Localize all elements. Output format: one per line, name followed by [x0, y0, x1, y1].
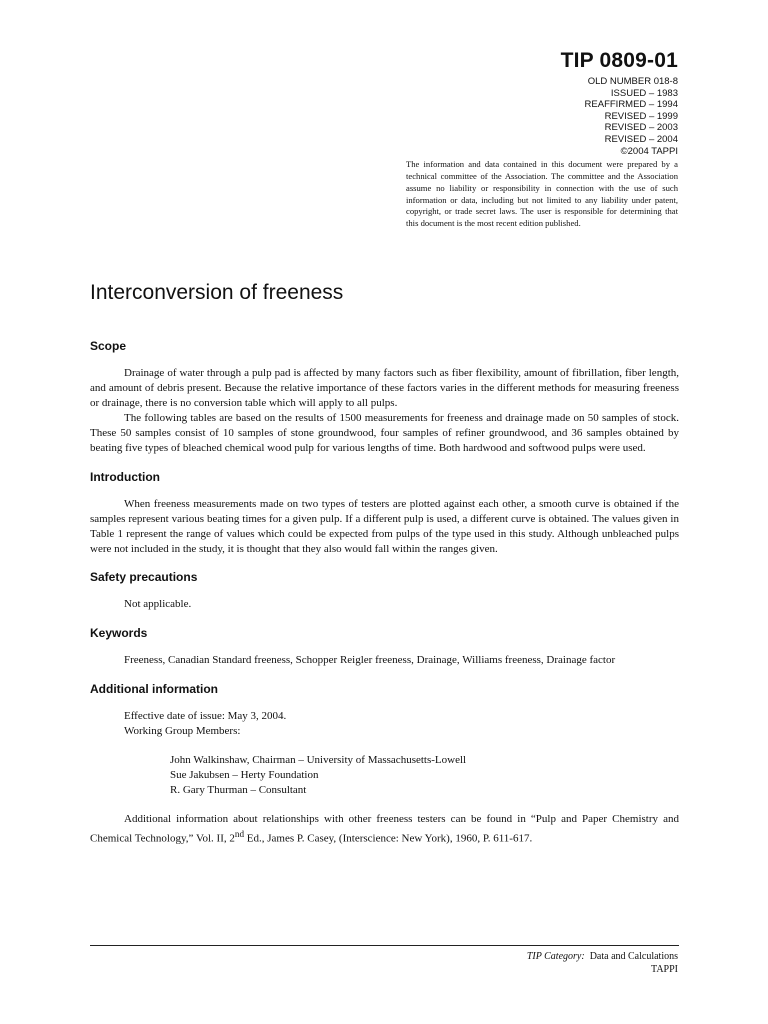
footer-category: [527, 950, 678, 963]
disclaimer: The information and data contained in this document were prepared by a technical committee of the Association. The committee and the Association assume no liability or responsibility in connection with the use of such information or data, including but not limited to any liability under patent, copyright, or trade secret laws. The user is responsible for determining that this document is the most recent edition published.: [406, 159, 678, 229]
member-item: R. Gary Thurman – Consultant: [170, 784, 307, 796]
effective-date: Effective date of issue: May 3, 2004.: [124, 710, 287, 722]
revision-history: [406, 76, 678, 157]
page-footer: [527, 950, 678, 976]
reference-text-end: Ed., James P. Casey, (Interscience: New York), 1960, P. 611-617.: [244, 832, 533, 845]
member-item: John Walkinshaw, Chairman – University of Massachusetts-Lowell: [170, 754, 467, 766]
section-heading-scope: Scope: [90, 339, 127, 353]
history-line: ©2004 TAPPI: [620, 145, 678, 157]
introduction-paragraph: When freeness measurements made on two types of testers are plotted against each other, a smooth curve is obtained if the samples represent various beating times for a given pulp. If a different pulp is used, a different curve is obtained. The values given in Table 1 represent the range of values which could be expected from pulps of the type used in this study. Although unbleached pulps were not included in the study, it is thought that they also would fall within the ranges given.: [90, 498, 679, 555]
history-line: REVISED – 1999: [604, 110, 678, 122]
reference-superscript: nd: [234, 829, 245, 839]
category-value: Data and Calculations: [589, 951, 678, 962]
footer-divider: [90, 945, 679, 946]
tip-number: TIP 0809-01: [560, 49, 678, 72]
document-body: [90, 338, 679, 847]
section-heading-introduction: Introduction: [90, 470, 160, 484]
footer-org: TAPPI: [651, 964, 678, 975]
member-list: [90, 753, 679, 798]
scope-paragraph: The following tables are based on the results of 1500 measurements for freeness and drainage made on 50 samples of stock. These 50 samples consist of 10 samples of stone groundwood, four samples of refiner groundwood, and 36 samples obtained by beating five types of bleached chemical wood pulp for various lengths of time. Both hardwood and softwood pulps were used.: [90, 412, 679, 454]
section-heading-safety: Safety precautions: [90, 570, 198, 584]
history-line: ISSUED – 1983: [610, 87, 678, 99]
section-heading-additional: Additional information: [90, 682, 218, 696]
reference-text: Additional information about relationships with other freeness testers can be found in “Pulp and Paper Chemistry and Chemical Technology,” Vol. II, 2: [90, 813, 679, 845]
member-item: Sue Jakubsen – Herty Foundation: [170, 769, 319, 781]
reference-paragraph: [90, 812, 679, 847]
section-heading-keywords: Keywords: [90, 626, 148, 640]
safety-text: Not applicable.: [124, 598, 192, 610]
history-line: REVISED – 2003: [604, 122, 678, 134]
working-group-label: Working Group Members:: [124, 725, 241, 737]
document-header: [406, 48, 678, 230]
history-line: OLD NUMBER 018-8: [587, 76, 678, 87]
history-line: REVISED – 2004: [604, 133, 678, 145]
category-label: TIP Category:: [526, 951, 585, 962]
document-title: Interconversion of freeness: [90, 281, 344, 304]
history-line: REAFFIRMED – 1994: [584, 99, 678, 111]
keywords-text: Freeness, Canadian Standard freeness, Schopper Reigler freeness, Drainage, Williams freeness, Drainage factor: [124, 654, 616, 666]
scope-paragraph: Drainage of water through a pulp pad is affected by many factors such as fiber flexibility, amount of fibrillation, fiber length, and amount of debris present. Because the relative importance of these factors varies in the different methods for measuring freeness or drainage, there is no conversion table which will apply to all pulps.: [90, 367, 679, 409]
